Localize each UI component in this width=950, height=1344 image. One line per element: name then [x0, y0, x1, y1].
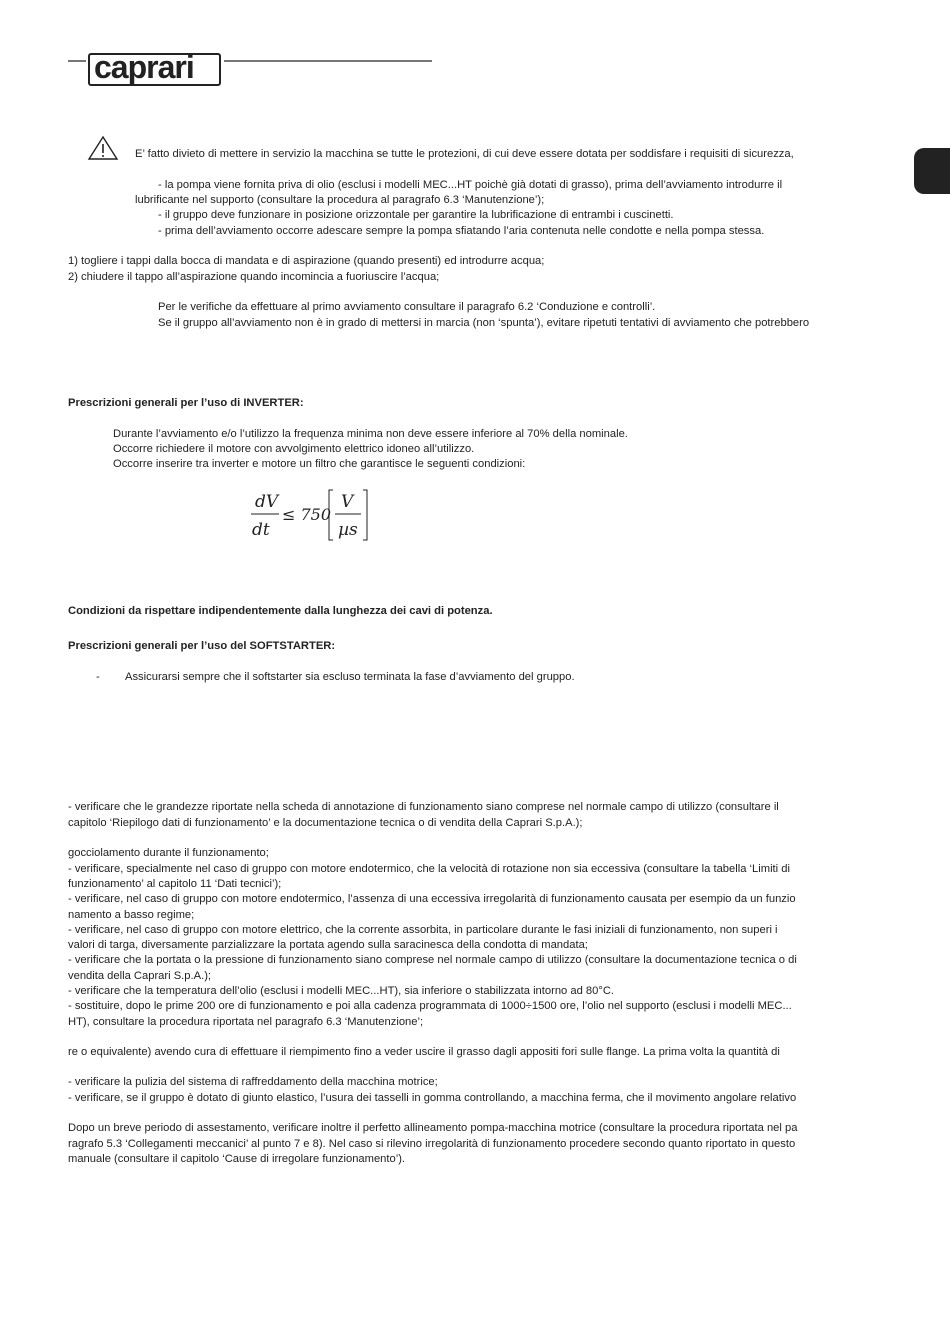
warning-triangle-icon — [87, 135, 119, 161]
check-line: - verificare, nel caso di gruppo con motore elettrico, che la corrente assorbita, in particolare durante le fasi iniziali di funzionamento, non superi i — [68, 924, 778, 936]
check-line: re o equivalente) avendo cura di effettuare il riempimento fino a veder uscire il grasso dagli appositi fori sulle flange. La prima volta la quantità di — [68, 1046, 780, 1058]
check-line: HT), consultare la procedura riportata nel paragrafo 6.3 ‘Manutenzione’; — [68, 1016, 424, 1028]
warning-bullet-horizontal: - il gruppo deve funzionare in posizione orizzontale per garantire la lubrificazione di entrambi i cuscinetti. — [158, 209, 674, 221]
conditions-heading: Condizioni da rispettare indipendentemente dalla lunghezza dei cavi di potenza. — [68, 605, 493, 617]
warning-intro: E’ fatto divieto di mettere in servizio la macchina se tutte le protezioni, di cui deve essere dotata per soddisfare i requisiti di sicurezza, — [135, 148, 794, 160]
check-line: - verificare, nel caso di gruppo con motore endotermico, l’assenza di una eccessiva irregolarità di funzionamento causata per esempio da un funzio — [68, 893, 796, 905]
formula-unit-denominator: µs — [338, 520, 358, 540]
header-rule-left — [68, 60, 86, 62]
note-start-failure: Se il gruppo all’avviamento non è in grado di mettersi in marcia (non ‘spunta’), evitare ripetuti tentativi di avviamento che potrebbero — [158, 317, 810, 329]
formula-relation: ≤ 750 — [282, 505, 332, 524]
formula-denominator: dt — [252, 520, 270, 540]
inverter-heading: Prescrizioni generali per l’uso di INVERTER: — [68, 397, 304, 409]
check-line: Dopo un breve periodo di assestamento, verificare inoltre il perfetto allineamento pompa-macchina motrice (consultare la procedura riportata nel pa — [68, 1122, 798, 1134]
section-tab-marker — [914, 148, 950, 194]
check-line: - verificare la pulizia del sistema di raffreddamento della macchina motrice; — [68, 1076, 438, 1088]
check-line: - verificare che la portata o la pressione di funzionamento siano comprese nel normale campo di utilizzo (consultare la documentazione tecnica o di — [68, 954, 797, 966]
inverter-line-frequency: Durante l’avviamento e/o l’utilizzo la frequenza minima non deve essere inferiore al 70% della nominale. — [113, 428, 628, 440]
formula-unit-numerator: V — [341, 492, 354, 512]
softstarter-dash: - — [96, 671, 100, 683]
check-line: - verificare, specialmente nel caso di gruppo con motore endotermico, che la velocità di rotazione non sia eccessiva (consultare la tabella ‘Limiti di — [68, 863, 790, 875]
warning-bullet-priming: - prima dell’avviamento occorre adescare sempre la pompa sfiatando l’aria contenuta nelle condotte e nella pompa stessa. — [158, 225, 765, 237]
inverter-line-filter: Occorre inserire tra inverter e motore un filtro che garantisce le seguenti condizioni: — [113, 458, 526, 470]
header-rule-right — [224, 60, 432, 62]
check-line: - verificare, se il gruppo è dotato di giunto elastico, l’usura dei tasselli in gomma controllando, a macchina ferma, che il movimento angolare relativo — [68, 1092, 797, 1104]
warning-bullet-oil-cont: lubrificante nel supporto (consultare la procedura al paragrafo 6.3 ‘Manutenzione’); — [135, 194, 545, 206]
softstarter-item: Assicurarsi sempre che il softstarter sia escluso terminata la fase d’avviamento del gruppo. — [125, 671, 575, 683]
check-line: - verificare che le grandezze riportate nella scheda di annotazione di funzionamento siano comprese nel normale campo di utilizzo (consultare il — [68, 801, 779, 813]
check-line: vendita della Caprari S.p.A.); — [68, 970, 212, 982]
check-line: valori di targa, diversamente parzializzare la portata agendo sulla saracinesca della condotta di mandata; — [68, 939, 588, 951]
check-line: manuale (consultare il capitolo ‘Cause di irregolare funzionamento’). — [68, 1153, 406, 1165]
check-line: capitolo ‘Riepilogo dati di funzionamento’ e la documentazione tecnica o di vendita della Caprari S.p.A.); — [68, 817, 583, 829]
warning-bullet-oil: - la pompa viene fornita priva di olio (esclusi i modelli MEC...HT poichè già dotati di grasso), prima dell’avviamento introdurre il — [158, 179, 783, 191]
dv-dt-formula — [247, 486, 377, 546]
check-line: - sostituire, dopo le prime 200 ore di funzionamento e poi alla cadenza programmata di 1000÷1500 ore, l’olio nel supporto (esclusi i modelli MEC... — [68, 1000, 792, 1012]
inverter-line-motor: Occorre richiedere il motore con avvolgimento elettrico idoneo all’utilizzo. — [113, 443, 475, 455]
formula-numerator: dV — [255, 492, 279, 512]
step-1: 1) togliere i tappi dalla bocca di mandata e di aspirazione (quando presenti) ed introdurre acqua; — [68, 255, 545, 267]
step-2: 2) chiudere il tappo all’aspirazione quando incomincia a fuoriuscire l’acqua; — [68, 271, 440, 283]
check-line: ragrafo 5.3 ‘Collegamenti meccanici’ al punto 7 e 8). Nel caso si rilevino irregolarità di funzionamento procedere secondo quanto riportato in questo — [68, 1138, 796, 1150]
check-line: gocciolamento durante il funzionamento; — [68, 847, 269, 859]
note-first-start: Per le verifiche da effettuare al primo avviamento consultare il paragrafo 6.2 ‘Conduzione e controlli’. — [158, 301, 656, 313]
brand-logo: caprari — [94, 49, 194, 85]
check-line: namento a basso regime; — [68, 909, 195, 921]
check-line: - verificare che la temperatura dell’olio (esclusi i modelli MEC...HT), sia inferiore o stabilizzata intorno ad 80°C. — [68, 985, 615, 997]
check-line: funzionamento’ al capitolo 11 ‘Dati tecnici’); — [68, 878, 282, 890]
softstarter-heading: Prescrizioni generali per l’uso del SOFTSTARTER: — [68, 640, 336, 652]
